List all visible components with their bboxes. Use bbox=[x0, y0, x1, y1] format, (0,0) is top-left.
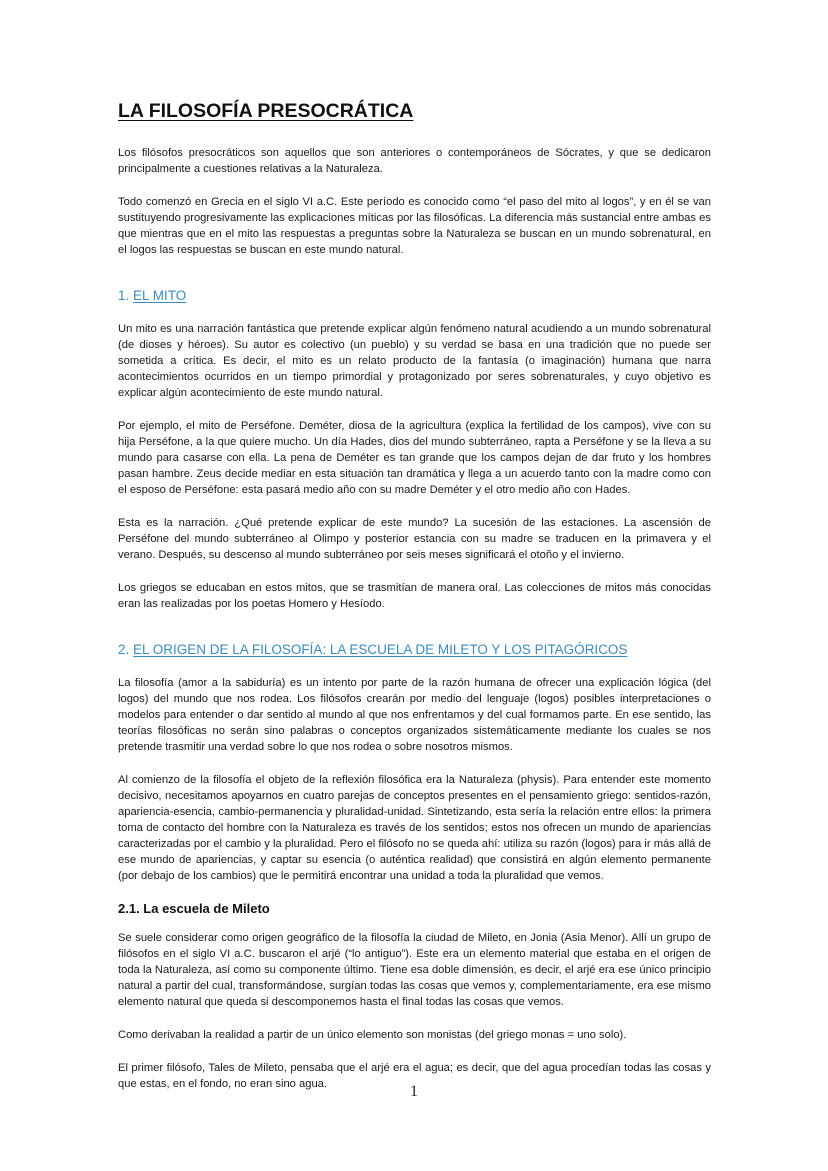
body-paragraph: Al comienzo de la filosofía el objeto de la reflexión filosófica era la Naturaleza (physis). Para entender este momento decisivo, necesitamos apoyarnos en cuatro parejas de conceptos presentes en el pensamiento griego: sentidos-razón, apariencia-esencia, cambio-permanencia y pluralidad-unidad. Sintetizando, esta sería la relación entre ellos: la primera toma de contacto del hombre con la Naturaleza es través de los sentidos; estos nos ofrecen un mundo de apariencias caracterizadas por el cambio y la pluralidad. Pero el filósofo no se queda ahí: utiliza su razón (logos) para ir más allá de ese mundo de apariencias, y captar su esencia (o auténtica realidad) que consistirá en algún elemento permanente (por debajo de los cambios) que le permitirá encontrar una unidad a toda la pluralidad que vemos. bbox=[118, 774, 711, 882]
intro-paragraph: Los filósofos presocráticos son aquellos que son anteriores o contemporáneos de Sócrates, y que se dedicaron principalmente a cuestiones relativas a la Naturaleza. bbox=[118, 147, 711, 175]
body-paragraph: El primer filósofo, Tales de Mileto, pensaba que el arjé era el agua; es decir, que del agua procedían todas las cosas y que estas, en el fondo, no eran sino agua. bbox=[118, 1062, 711, 1090]
page-content bbox=[118, 100, 711, 1109]
intro-paragraph: Todo comenzó en Grecia en el siglo VI a.C. Este período es conocido como “el paso del mito al logos”, y en él se van sustituyendo progresivamente las explicaciones míticas por las filosóficas. La diferencia más sustancial entre ambas es que mientras que en el mito las respuestas a preguntas sobre la Naturaleza se buscan en un mundo sobrenatural, en el logos las respuestas se buscan en este mundo natural. bbox=[118, 196, 711, 256]
section-number: 2. bbox=[118, 642, 130, 657]
section-number: 1. bbox=[118, 288, 130, 303]
body-paragraph: Los griegos se educaban en estos mitos, que se trasmitían de manera oral. Las colecciones de mitos más conocidas eran las realizadas por los poetas Homero y Hesíodo. bbox=[118, 582, 711, 610]
document-title: LA FILOSOFÍA PRESOCRÁTICA bbox=[118, 100, 414, 122]
body-paragraph: Esta es la narración. ¿Qué pretende explicar de este mundo? La sucesión de las estaciones. La ascensión de Perséfone del mundo subterráneo al Olimpo y posterior estancia con su madre se traducen en la primavera y el verano. Después, su descenso al mundo subterráneo por seis meses significará el otoño y el invierno. bbox=[118, 517, 711, 561]
section-heading-el-mito bbox=[118, 288, 711, 303]
section-title-link[interactable]: EL MITO bbox=[133, 288, 187, 303]
body-paragraph: Como derivaban la realidad a partir de un único elemento son monistas (del griego monas = uno solo). bbox=[118, 1029, 627, 1041]
body-paragraph: Se suele considerar como origen geográfico de la filosofía la ciudad de Mileto, en Jonia (Asia Menor). Allí un grupo de filósofos en el siglo VI a.C. buscaron el arjé (“lo antiguo”). Este era un elemento material que estaba en el origen de toda la Naturaleza, así como su componente último. Tiene esa doble dimensión, es decir, el arjé era ese único principio natural a partir del cual, transformándose, surgían todas las cosas que vemos y, complementariamente, era ese mismo elemento natural que queda si descomponemos hasta el final todas las cosas que vemos. bbox=[118, 932, 711, 1008]
body-paragraph: Por ejemplo, el mito de Perséfone. Deméter, diosa de la agricultura (explica la fertilidad de los campos), vive con su hija Perséfone, a la que quiere mucho. Un día Hades, dios del mundo subterráneo, rapta a Perséfone y se la lleva a su mundo para casarse con ella. La pena de Deméter es tan grande que los campos dejan de dar fruto y los hombres pasan hambre. Zeus decide mediar en esta situación tan dramática y llega a un acuerdo tanto con la madre como con el esposo de Perséfone: esta pasará medio año con su madre Deméter y el otro medio año con Hades. bbox=[118, 420, 711, 496]
body-paragraph: Un mito es una narración fantástica que pretende explicar algún fenómeno natural acudiendo a un mundo sobrenatural (de dioses y héroes). Su autor es colectivo (un pueblo) y su verdad se basa en una tradición que no puede ser sometida a crítica. Es decir, el mito es un relato producto de la fantasía (o imaginación) humana que narra acontecimientos ocurridos en un tiempo primordial y protagonizado por seres sobrenaturales, y cuyo objetivo es explicar algún acontecimiento de este mundo natural. bbox=[118, 323, 711, 399]
section-title-link[interactable]: EL ORIGEN DE LA FILOSOFÍA: LA ESCUELA DE MILETO Y LOS PITAGÓRICOS bbox=[133, 642, 628, 657]
subsection-heading-escuela-mileto: 2.1. La escuela de Mileto bbox=[118, 901, 270, 916]
section-heading-origen-filosofia bbox=[118, 642, 711, 657]
body-paragraph: La filosofía (amor a la sabiduría) es un intento por parte de la razón humana de ofrecer una explicación lógica (del logos) del mundo que nos rodea. Los filósofos crearán por medio del lenguaje (logos) posibles interpretaciones o modelos para entender o dar sentido al mundo al que nos enfrentamos y del cual formamos parte. En ese sentido, las teorías filosóficas no serán sino palabras o conceptos organizados sistemáticamente mediante los cuales se nos pretende trasmitir una verdad sobre lo que nos rodea o sobre nosotros mismos. bbox=[118, 677, 711, 753]
page-number: 1 bbox=[410, 1083, 418, 1100]
